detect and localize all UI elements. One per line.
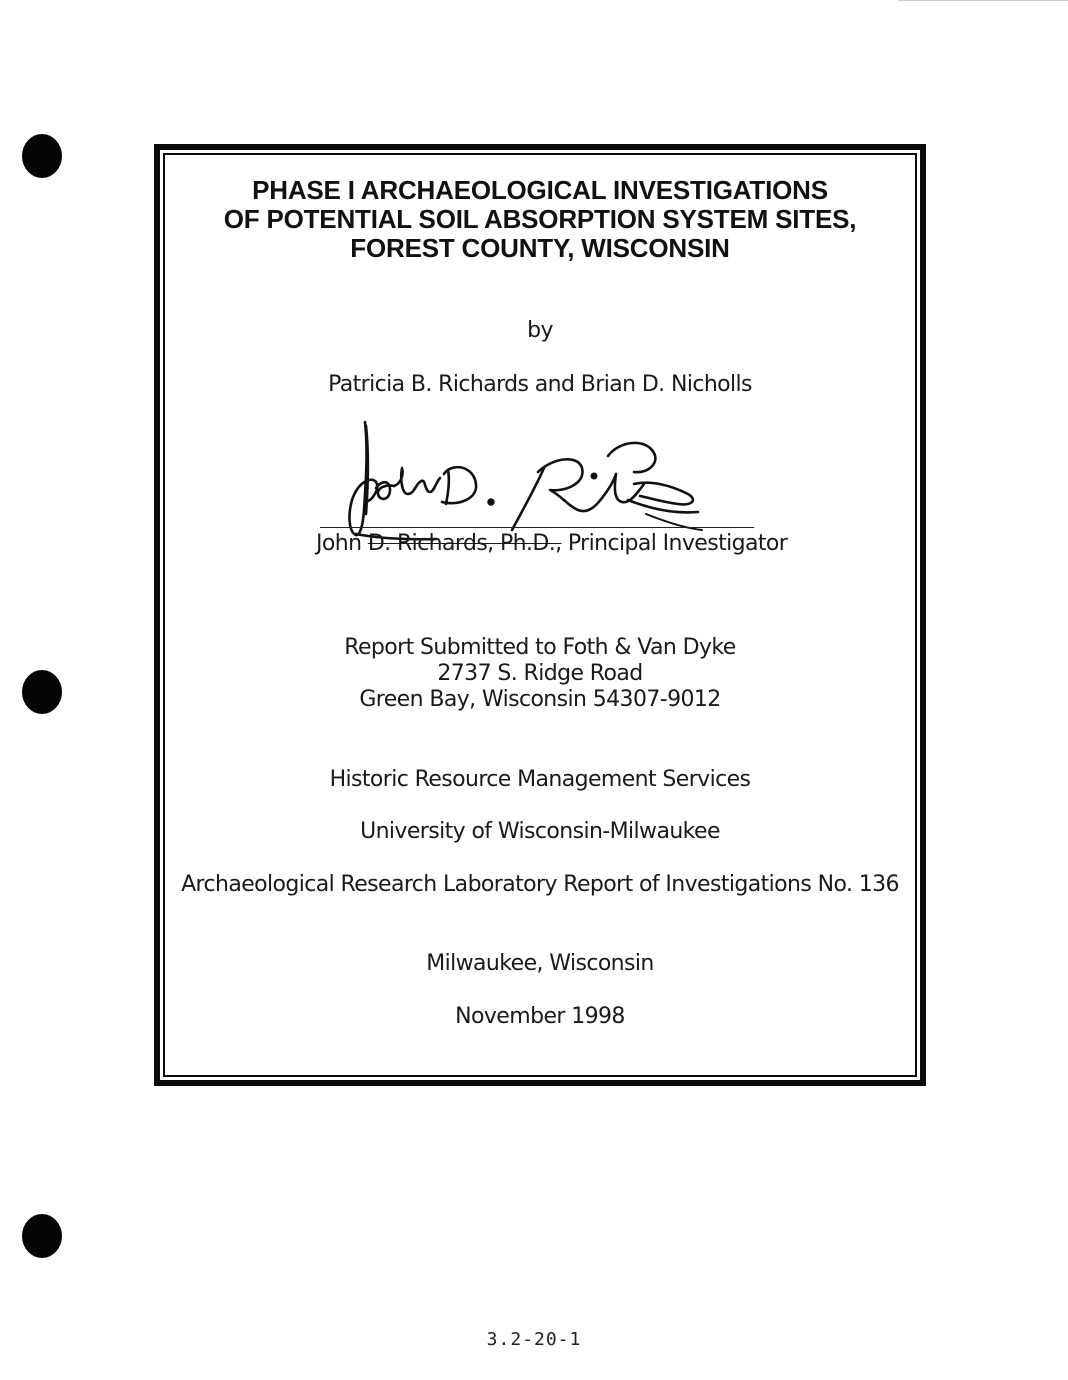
report-title-line-3: FOREST COUNTY, WISCONSIN: [350, 233, 730, 263]
punch-hole-top: [22, 134, 62, 178]
principal-investigator: [316, 531, 787, 556]
pi-first-name: John: [316, 531, 362, 556]
report-series: Archaeological Research Laboratory Report of Investigations No. 136: [181, 872, 899, 897]
report-date: November 1998: [455, 1004, 625, 1029]
report-title: [160, 176, 920, 263]
authors: Patricia B. Richards and Brian D. Nicholls: [328, 372, 752, 397]
university: University of Wisconsin-Milwaukee: [360, 819, 720, 844]
punch-hole-bottom: [22, 1214, 62, 1258]
place: Milwaukee, Wisconsin: [426, 951, 654, 976]
title-page-frame: [154, 144, 926, 1086]
report-title-line-2: OF POTENTIAL SOIL ABSORPTION SYSTEM SITES,: [223, 204, 857, 234]
pi-role: Principal Investigator: [567, 531, 788, 556]
title-page-inner-border: [163, 153, 917, 1077]
by-label: by: [527, 318, 553, 343]
scan-edge-line: [898, 0, 1068, 1]
punch-hole-middle: [22, 670, 62, 714]
organization: Historic Resource Management Services: [329, 767, 751, 792]
report-title-line-1: PHASE I ARCHAEOLOGICAL INVESTIGATIONS: [252, 175, 828, 205]
page-number: 3.2-20-1: [486, 1329, 582, 1350]
signature-line: [320, 527, 754, 528]
submitted-city: Green Bay, Wisconsin 54307-9012: [359, 687, 721, 712]
submitted-street: 2737 S. Ridge Road: [437, 661, 643, 686]
submitted-to: Report Submitted to Foth & Van Dyke: [344, 635, 736, 660]
pi-struck-name: D. Richards, Ph.D.,: [367, 531, 562, 556]
